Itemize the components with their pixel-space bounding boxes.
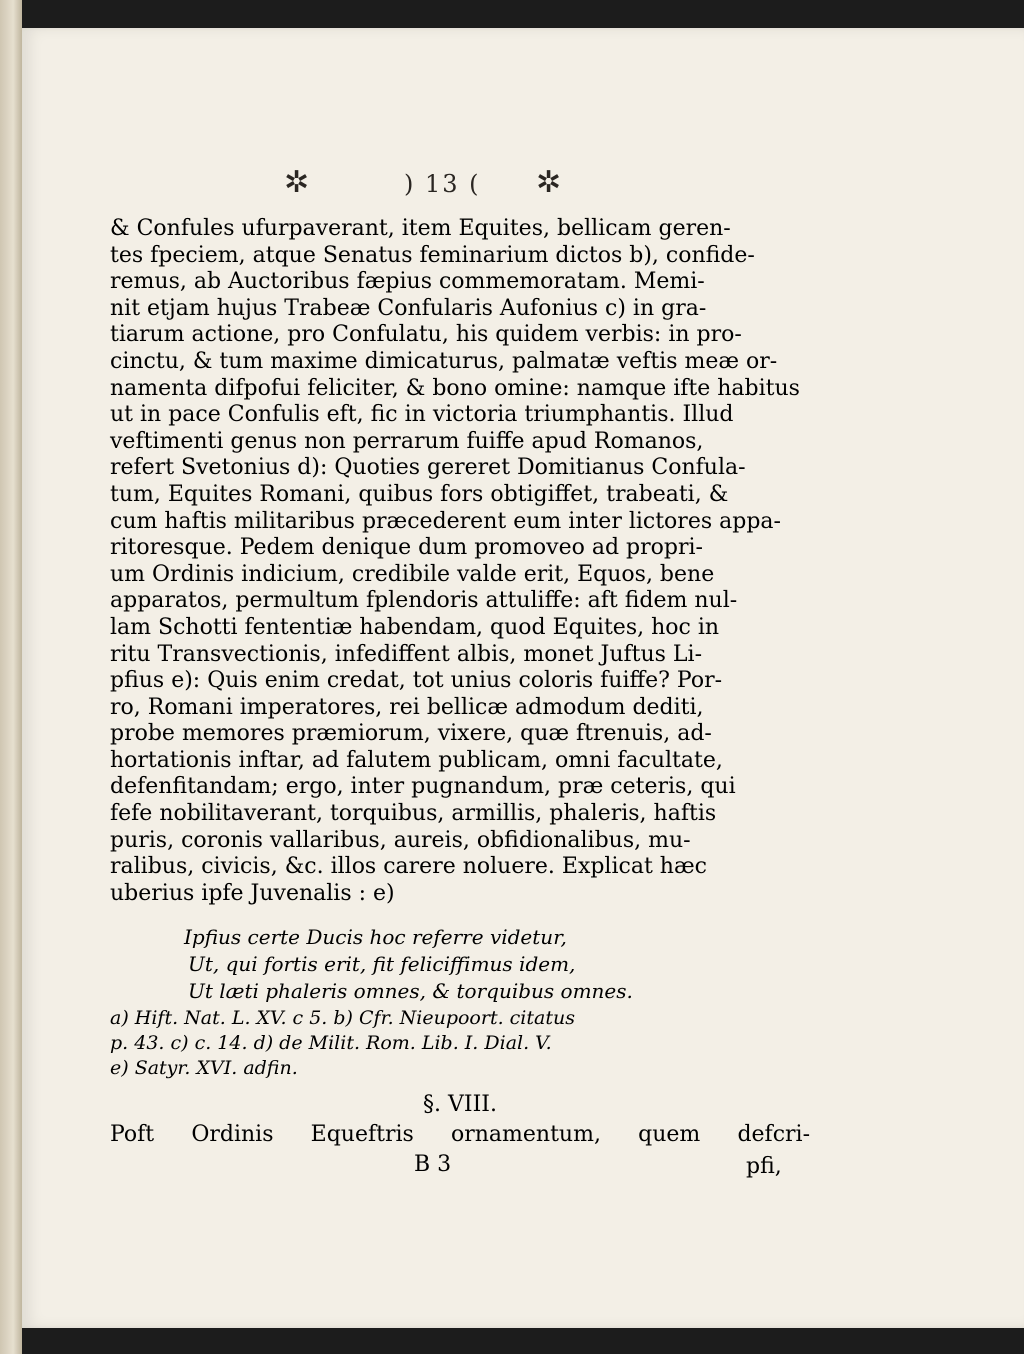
text-line: veftimenti genus non perrarum fuiffe apud Romanos, (110, 428, 704, 454)
text-line: lam Schotti fententiæ habendam, quod Equites, hoc in (110, 614, 720, 640)
footnote-line: p. 43. c) c. 14. d) de Milit. Rom. Lib. I. Dial. V. (110, 1032, 552, 1054)
book-spine (0, 0, 22, 1354)
text-line: pfius e): Quis enim credat, tot unius coloris fuiffe? Por- (110, 668, 723, 694)
ornament-left-icon: ✲ (284, 165, 310, 200)
text-line: um Ordinis indicium, credibile valde erit, Equos, bene (110, 561, 715, 587)
text-line: tiarum actione, pro Confulatu, his quidem verbis: in pro- (110, 322, 742, 348)
section-heading: §. VIII. (423, 1092, 497, 1117)
text-line: uberius ipfe Juvenalis : e) (110, 880, 395, 906)
text-line: apparatos, permultum fplendoris attuliffe: aft fidem nul- (110, 588, 738, 614)
footnote-line: e) Satyr. XVI. adfin. (110, 1057, 298, 1079)
ornament-right-icon: ✲ (536, 165, 562, 200)
footnotes (110, 1006, 810, 1081)
text-line: ritu Transvectionis, infediffent albis, monet Juftus Li- (110, 641, 703, 667)
signature-mark: B 3 (414, 1152, 452, 1177)
text-line: tes fpeciem, atque Senatus feminarium dictos b), confide- (110, 242, 755, 268)
text-line: ro, Romani imperatores, rei bellicæ admodum dediti, (110, 694, 704, 720)
text-line: hortationis inftar, ad falutem publicam, omni facultate, (110, 747, 723, 773)
text-line: ralibus, civicis, &c. illos carere noluere. Explicat hæc (110, 854, 707, 880)
text-line: Poft Ordinis Equeftris ornamentum, quem defcri- (110, 1122, 810, 1147)
text-line: tum, Equites Romani, quibus fors obtigiffet, trabeati, & (110, 481, 729, 507)
page-header (22, 165, 1024, 208)
text-line: & Confules ufurpaverant, item Equites, bellicam geren- (110, 216, 731, 241)
text-line: cum haftis militaribus præcederent eum inter lictores appa- (110, 508, 781, 534)
text-line: ritoresque. Pedem denique dum promoveo ad propri- (110, 535, 703, 561)
text-line: ut in pace Confulis eft, fic in victoria triumphantis. Illud (110, 402, 734, 428)
text-line: refert Svetonius d): Quoties gereret Domitianus Confula- (110, 455, 746, 481)
book-page (22, 28, 1024, 1328)
verse-line: Ut læti phaleris omnes, & torquibus omnes. (188, 979, 633, 1003)
verse-quotation (160, 924, 800, 1005)
text-line: namenta difpofui feliciter, & bono omine: namque ifte habitus (110, 375, 800, 401)
page-number: ) 13 ( (404, 170, 481, 198)
text-line: cinctu, & tum maxime dimicaturus, palmatæ veftis meæ or- (110, 348, 778, 374)
text-line: fefe nobilitaverant, torquibus, armillis, phaleris, haftis (110, 801, 717, 827)
text-line: probe memores præmiorum, vixere, quæ ftrenuis, ad- (110, 721, 712, 747)
main-text (110, 216, 810, 907)
text-line: remus, ab Auctoribus fæpius commemoratam. Memi- (110, 269, 705, 295)
catchword: pfi, (746, 1154, 782, 1179)
verse-line: Ut, qui fortis erit, fit feliciffimus idem, (188, 952, 576, 976)
footnote-line: a) Hift. Nat. L. XV. c 5. b) Cfr. Nieupoort. citatus (110, 1007, 575, 1029)
text-line: nit etjam hujus Trabeæ Confularis Aufonius c) in gra- (110, 295, 707, 321)
text-line: puris, coronis vallaribus, aureis, obfidionalibus, mu- (110, 827, 691, 853)
text-line: defenfitandam; ergo, inter pugnandum, præ ceteris, qui (110, 774, 736, 800)
verse-line: Ipfius certe Ducis hoc referre videtur, (184, 925, 567, 949)
